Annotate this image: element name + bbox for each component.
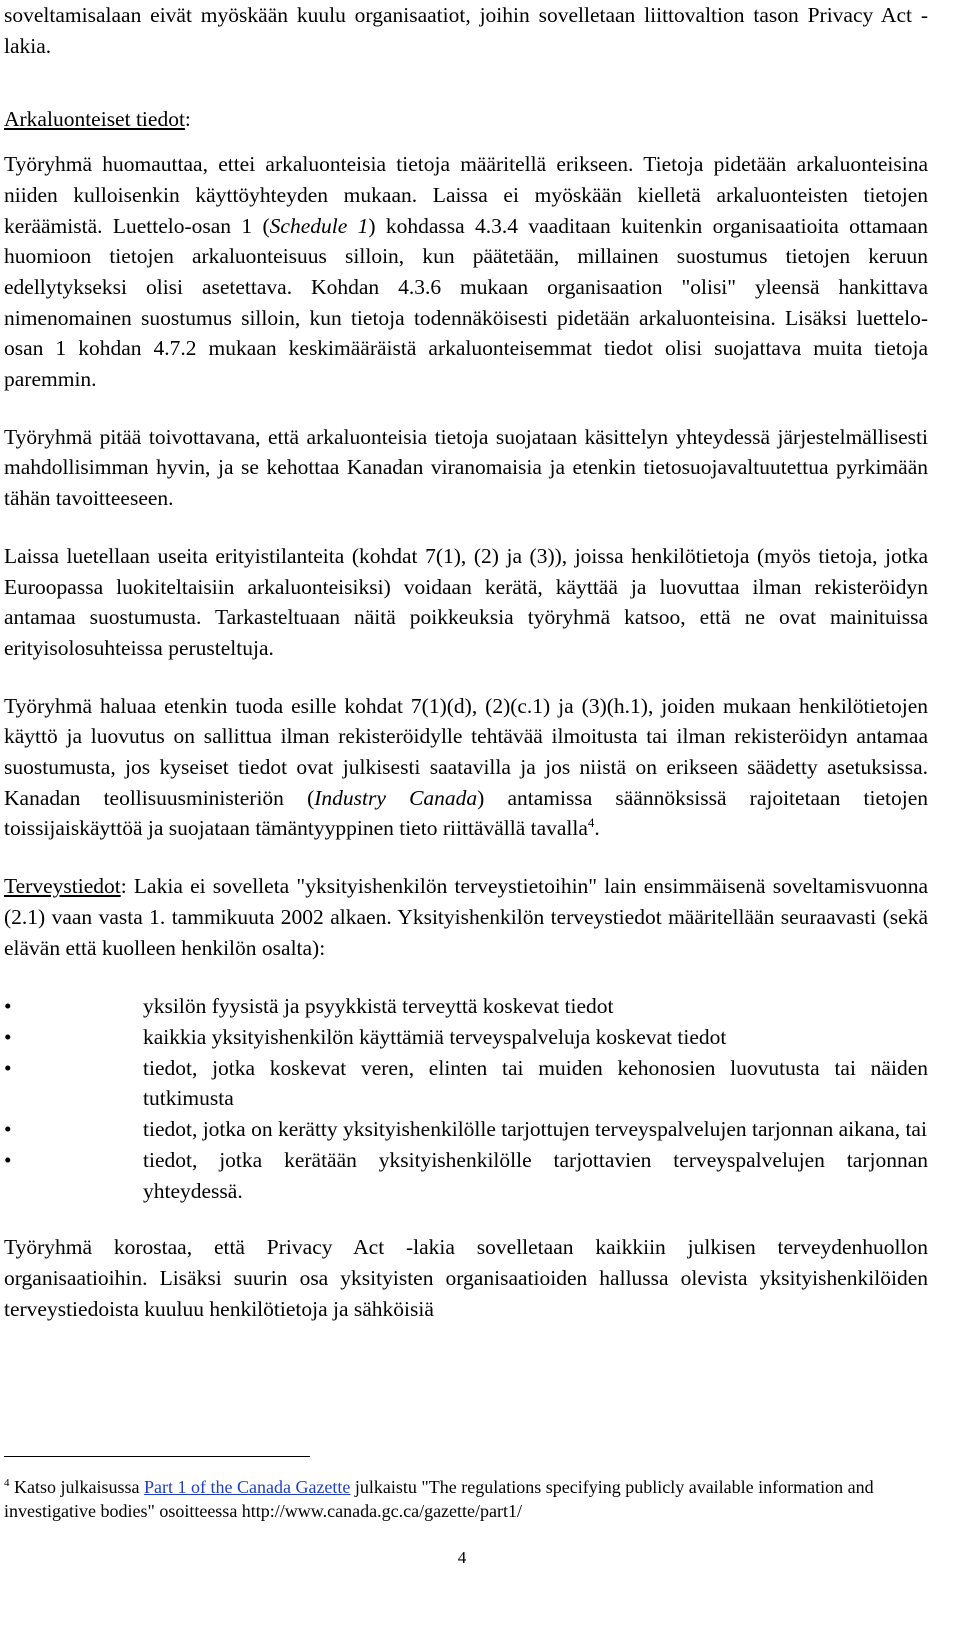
p1-text-b: ) kohdassa 4.3.4 vaaditaan kuitenkin organisaatioita ottamaan huomioon tietojen arkaluonteisuus silloin, kun päätetään, millainen suostumus tietojen keruun edellytykseksi olisi asetettava. Kohdan 4.3.6 mukaan organisaation "olisi" yleensä hankittava nimenomainen suostumus silloin, kun tietoja todennäköisesti pidetään arkaluonteisina. Lisäksi luettelo-osan 1 kohdan 4.7.2 mukaan keskimääräistä arkaluonteisemmat tiedot olisi suojattava muita tietoja paremmin. [4,213,928,392]
list-item-text: yksilön fyysistä ja psyykkistä terveyttä koskevat tiedot [143,994,614,1019]
p4-text-b: ) antamissa säännöksissä rajoitetaan tietojen toissijaiskäyttöä ja suojataan tämäntyyppinen tieto riittävällä tavalla [4,785,929,841]
bullet-icon: • [4,1024,12,1049]
list-item [4,1114,928,1145]
list-item [4,1145,928,1206]
list-item-text: tiedot, jotka on kerätty yksityishenkilölle tarjottujen terveyspalvelujen tarjonnan aikana, tai [143,1117,927,1142]
bullet-icon: • [4,994,12,1019]
footnote [4,1475,928,1523]
health-heading-text: Terveystiedot [4,874,121,899]
bullet-icon: • [4,1117,12,1142]
p4-end: . [594,816,600,841]
intro-paragraph: soveltamisalaan eivät myöskään kuulu organisaatiot, joihin sovelletaan liittovaltion tason Privacy Act -lakia. [4,3,928,58]
schedule-term: Schedule 1 [269,213,369,238]
p5-text: Lakia ei sovelleta "yksityishenkilön terveystietoihin" lain ensimmäisenä soveltamisvuonna (2.1) vaan vasta 1. tammikuuta 2002 alkaen. Yksityishenkilön terveystiedot määritellään seuraavasti (sekä elävän että kuolleen henkilön osalta): [4,874,928,960]
p4-text-a: Työryhmä haluaa etenkin tuoda esille kohdat 7(1)(d), (2)(c.1) ja (3)(h.1), joiden mukaan henkilötietojen käyttö ja luovutus on sallittua ilman rekisteröidylle tehtävää ilmoitusta tai ilman rekisteröidyn antamaa suostumusta, jos kyseiset tiedot ovat julkisesti saatavilla ja jos niistä on erikseen säädetty asetuksissa. Kanadan teollisuusministeriön ( [4,693,928,810]
sensitive-data-heading [4,104,928,135]
health-heading-colon: : [120,874,127,899]
health-data-list [4,991,928,1206]
industry-canada-term: Industry Canada [314,785,478,810]
sensitive-heading-text: Arkaluonteiset tiedot [4,107,185,132]
list-item-text: kaikkia yksityishenkilön käyttämiä terveyspalveluja koskevat tiedot [143,1024,727,1049]
list-item [4,1022,928,1053]
paragraph-working-group-wish: Työryhmä pitää toivottavana, että arkaluonteisia tietoja suojataan käsittelyn yhteydessä järjestelmällisesti mahdollisimman hyvin, ja se kehottaa Kanadan viranomaisia ja etenkin tietosuojavaltuutettua pyrkimään tähän tavoitteeseen. [4,424,928,511]
paragraph-health-data [4,871,928,963]
bullet-icon: • [4,1055,12,1080]
paragraph-public-health: Työryhmä korostaa, että Privacy Act -lakia sovelletaan kaikkiin julkisen terveydenhuollon organisaatioihin. Lisäksi suurin osa yksityisten organisaatioiden hallussa olevista yksityishenkilöiden terveystiedoista kuuluu henkilötietoja ja sähköisiä [4,1235,928,1321]
list-item [4,1053,928,1114]
page-number: 4 [457,1548,467,1567]
bullet-icon: • [4,1147,12,1172]
paragraph-public-information [4,691,928,845]
p1-text-a: Työryhmä huomauttaa, ettei arkaluonteisia tietoja määritellä erikseen. Tietoja pidetään arkaluonteisina niiden kulloisenkin käyttöyhteyden mukaan. Laissa ei myöskään kielletä arkaluonteisten tietojen keräämistä. Luettelo-osan 1 ( [4,152,928,238]
footnote-number: 4 [4,1477,10,1489]
paragraph-sensitive-definition [4,149,928,395]
list-item [4,991,928,1022]
list-item-text: tiedot, jotka kerätään yksityishenkilölle tarjottavien terveyspalvelujen tarjonnan yhteydessä. [143,1147,928,1203]
document-page [4,0,928,1324]
paragraph-exceptions: Laissa luetellaan useita erityistilanteita (kohdat 7(1), (2) ja (3)), joissa henkilötietoja (myös tietoja, jotka Euroopassa luokiteltaisiin arkaluonteisiksi) voidaan kerätä, käyttää ja luovuttaa ilman rekisteröidyn antamaa suostumusta. Tarkasteltuaan näitä poikkeuksia työryhmä katsoo, että ne ovat mainituissa erityisolosuhteissa perusteltuja. [4,543,928,660]
footnote-reference: 4 [587,815,595,831]
list-item-text: tiedot, jotka koskevat veren, elinten tai muiden kehonosien luovutusta tai näiden tutkimusta [143,1055,928,1111]
canada-gazette-link[interactable]: Part 1 of the Canada Gazette [144,1477,351,1497]
footnote-text-a: Katso julkaisussa [9,1477,144,1497]
sensitive-heading-colon: : [184,107,191,132]
footnote-text-b: julkaistu "The regulations specifying publicly available information and investigative bodies" osoitteessa http://www.canada.gc.ca/gazette/part1/ [4,1477,874,1521]
footnote-separator [4,1456,310,1457]
